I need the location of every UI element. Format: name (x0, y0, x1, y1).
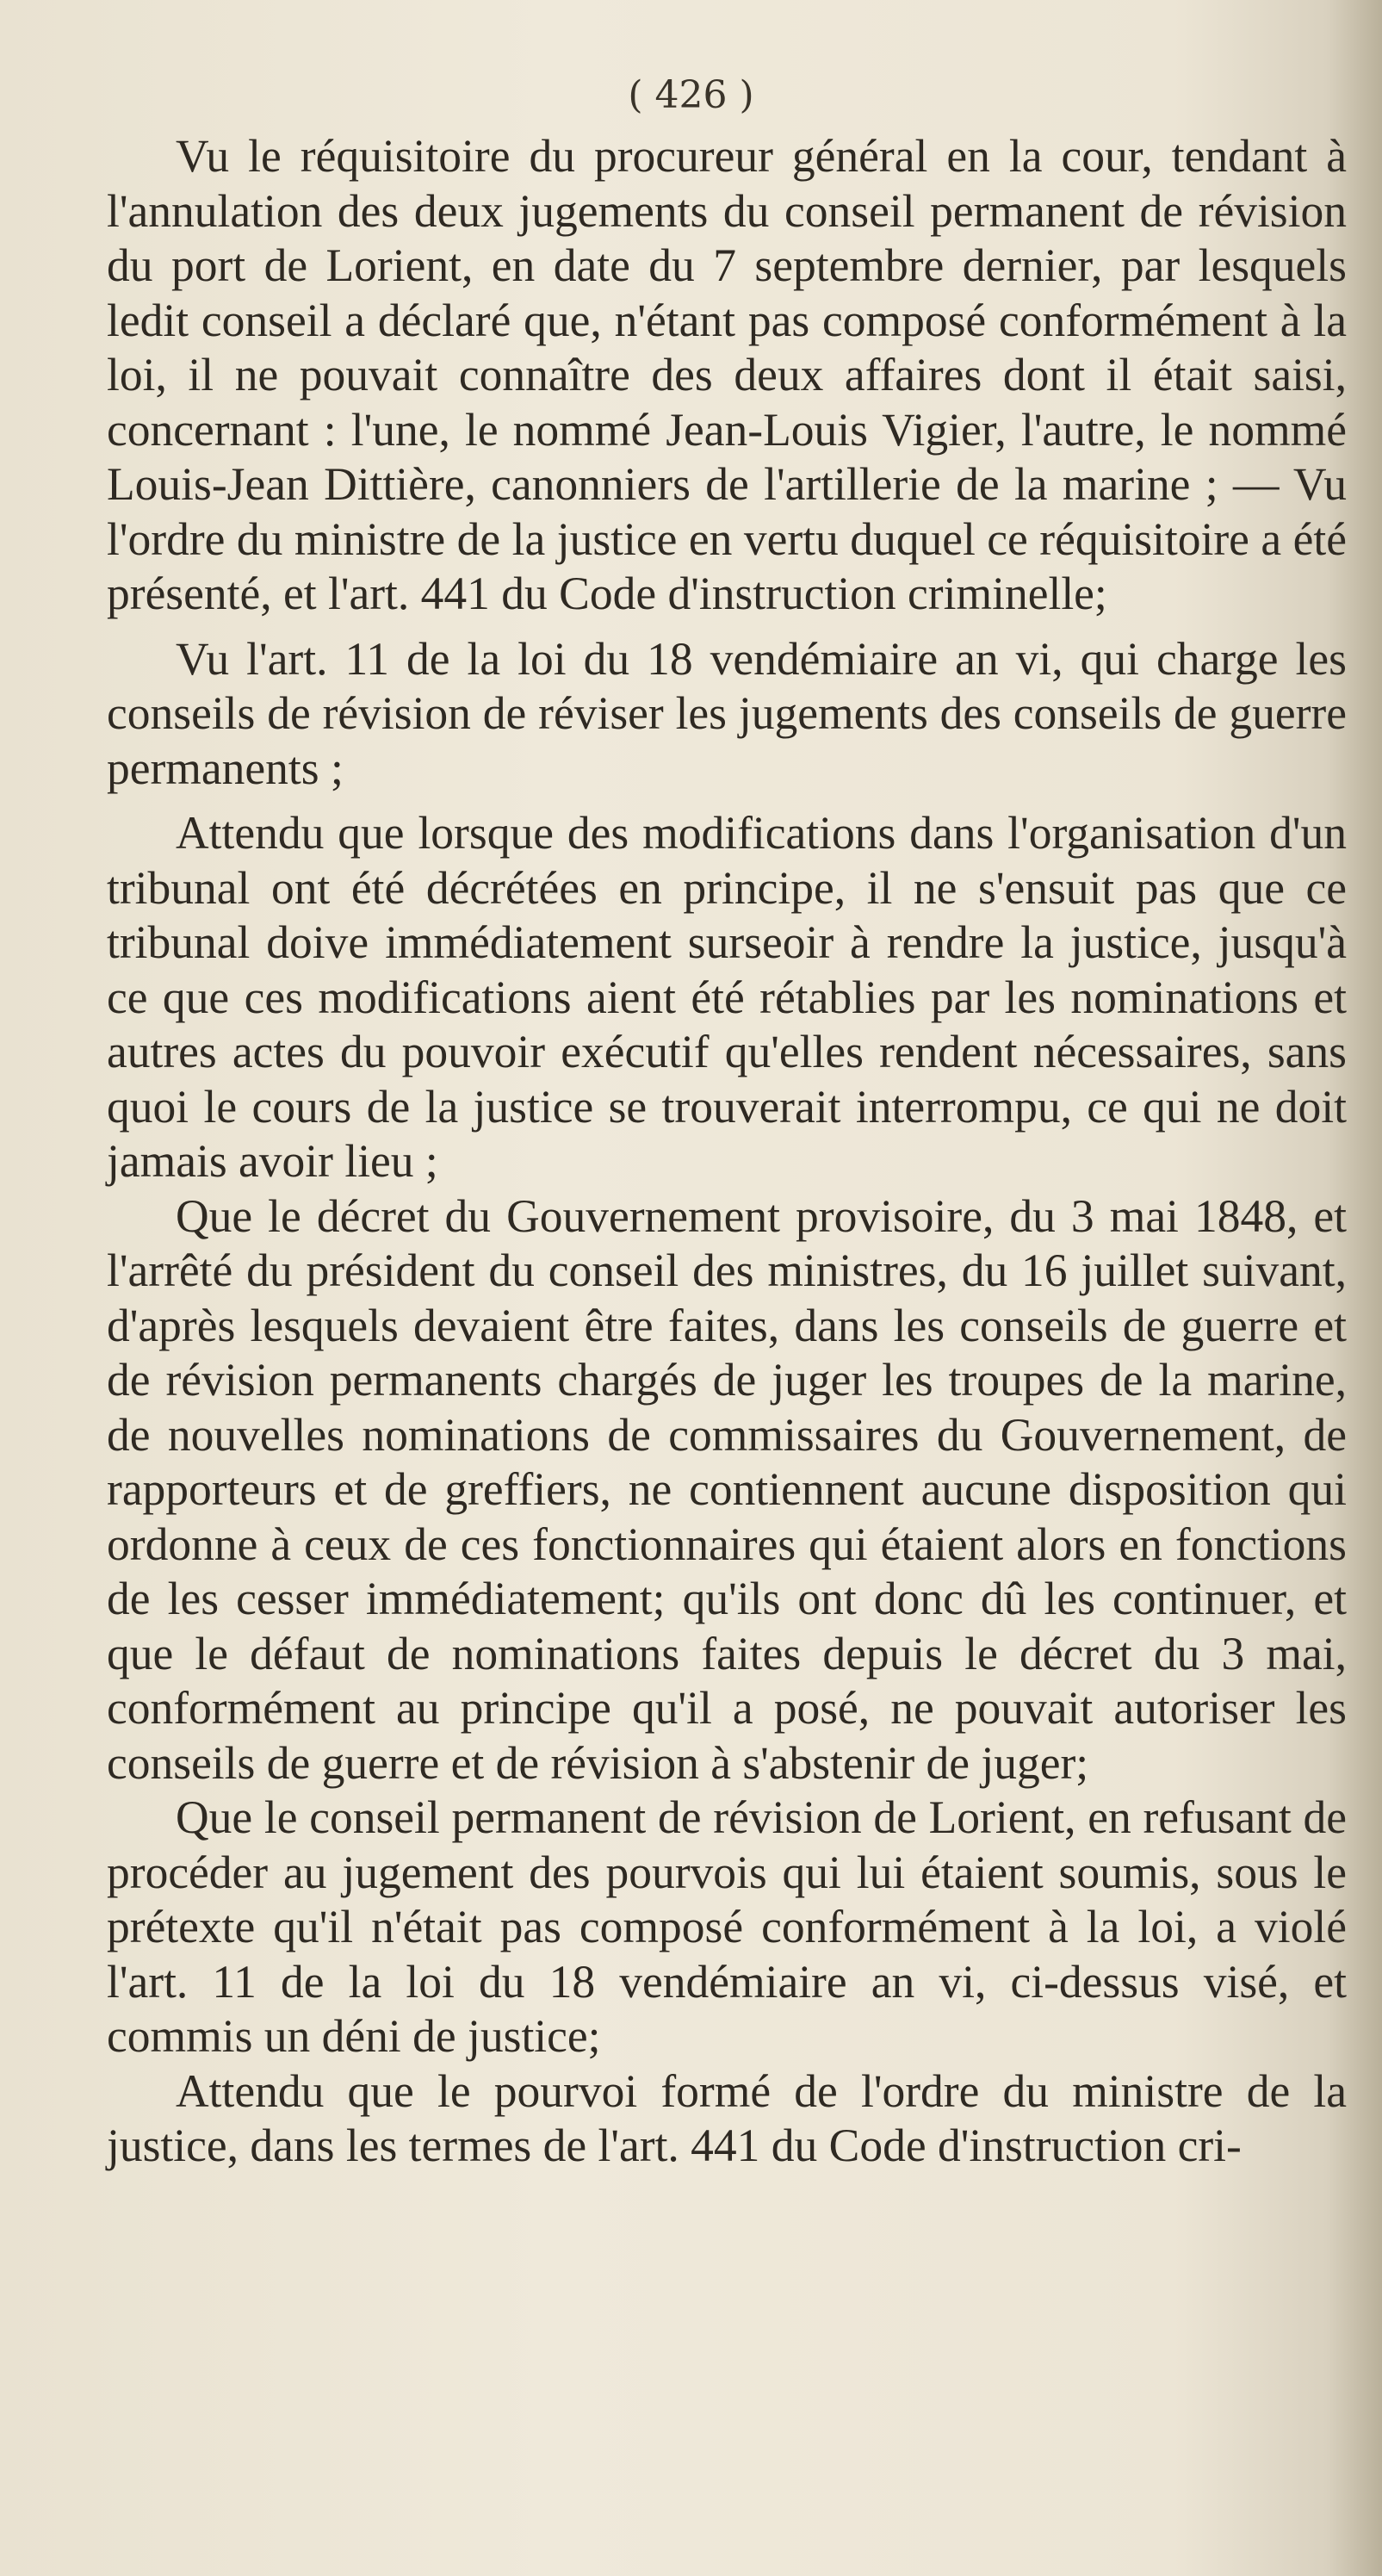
body-text (107, 129, 1347, 2174)
paragraph-6: Attendu que le pourvoi formé de l'ordre du ministre de la justice, dans les termes de l'art. 441 du Code d'instruction cri- (107, 2064, 1347, 2171)
paragraph-3: Attendu que lorsque des modifications dans l'organisation d'un tribunal ont été décrétées en principe, il ne s'ensuit pas que ce tribunal doive immédiatement surseoir à rendre la justice, jusqu'à ce que ces modifications aient été rétablies par les nominations et autres actes du pouvoir exécutif qu'elles rendent nécessaires, sans quoi le cours de la justice se trouverait interrompu, ce qui ne doit jamais avoir lieu ; (107, 807, 1347, 1187)
paragraph-5: Que le conseil permanent de révision de Lorient, en refusant de procéder au jugement des pourvois qui lui étaient soumis, sous le prétexte qu'il n'était pas composé conformément à la loi, a violé l'art. 11 de la loi du 18 vendémiaire an vi, ci-dessus visé, et commis un déni de justice; (107, 1791, 1347, 2062)
paragraph-2: Vu l'art. 11 de la loi du 18 vendémiaire an vi, qui charge les conseils de révision de réviser les jugements des conseils de guerre permanents ; (107, 632, 1347, 794)
paragraph-4: Que le décret du Gouvernement provisoire, du 3 mai 1848, et l'arrêté du président du conseil des ministres, du 16 juillet suivant, d'après lesquels devaient être faites, dans les conseils de guerre et de révision permanents chargés de juger les troupes de la marine, de nouvelles nominations de commissaires du Gouvernement, de rapporteurs et de greffiers, ne contiennent aucune disposition qui ordonne à ceux de ces fonctionnaires qui étaient alors en fonctions de les cesser immédiatement; qu'ils ont donc dû les continuer, et que le défaut de nominations faites depuis le décret du 3 mai, conformément au principe qu'il a posé, ne pouvait autoriser les conseils de guerre et de révision à s'abstenir de juger; (107, 1189, 1347, 1789)
page-number: ( 426 ) (628, 73, 754, 117)
paragraph-1: Vu le réquisitoire du procureur général en la cour, tendant à l'annulation des deux jugements du conseil permanent de révision du port de Lorient, en date du 7 septembre dernier, par lesquels ledit conseil a déclaré que, n'étant pas composé conformément à la loi, il ne pouvait connaître des deux affaires dont il était saisi, concernant : l'une, le nommé Jean-Louis Vigier, l'autre, le nommé Louis-Jean Dittière, canonniers de l'artillerie de la marine ; — Vu l'ordre du ministre de la justice en vertu duquel ce réquisitoire a été présenté, et l'art. 441 du Code d'instruction criminelle; (107, 130, 1347, 619)
